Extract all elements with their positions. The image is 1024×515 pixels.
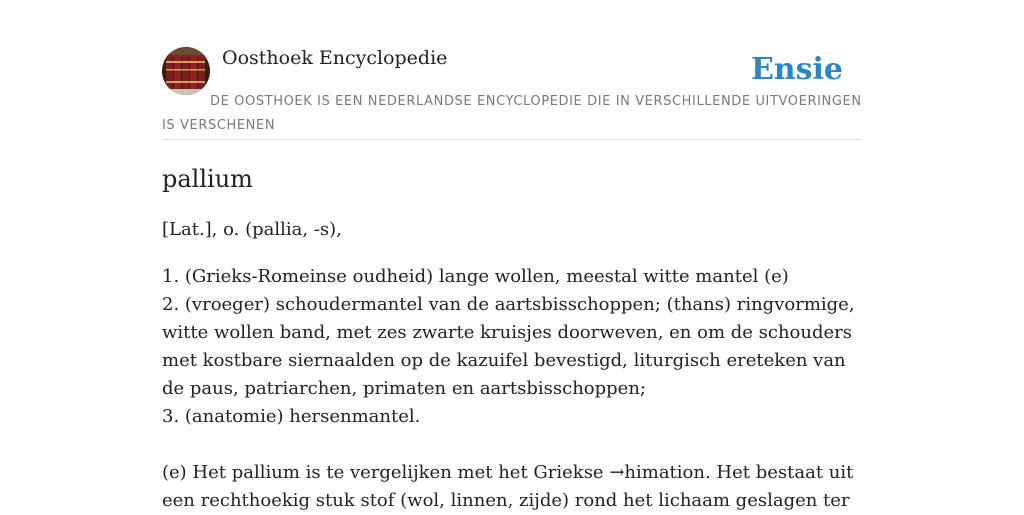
source-title-link[interactable]: Oosthoek Encyclopedie [222, 47, 448, 69]
himation-link-label: himation [624, 462, 705, 483]
brand-logo[interactable]: Ensie [750, 52, 843, 87]
source-description: DE OOSTHOEK IS EEN NEDERLANDSE ENCYCLOPEDIE DIE IN VERSCHILLENDE UITVOERINGEN IS VERSCHENEN [162, 94, 862, 133]
entry-note [162, 459, 862, 515]
source-avatar[interactable] [162, 47, 210, 95]
definition-item: 3. (anatomie) hersenmantel. [162, 406, 421, 427]
entry-definition [162, 263, 862, 515]
entry-term: pallium [162, 165, 253, 193]
encyclopedia-books-icon [162, 47, 210, 95]
header-divider [162, 139, 862, 140]
note-suffix: . Het bestaat uit een rechthoekig stuk stof (wol, linnen, zijde) rond het lichaam geslagen ter [162, 462, 854, 511]
definition-item: 1. (Grieks-Romeinse oudheid) lange wollen, meestal witte mantel (e) [162, 266, 789, 287]
entry-meta: [Lat.], o. (pallia, -s), [162, 219, 342, 240]
page [162, 0, 862, 512]
note-prefix: (e) Het pallium is te vergelijken met het Griekse [162, 462, 610, 483]
himation-link[interactable] [609, 462, 705, 483]
paragraph-spacer [162, 431, 862, 459]
definition-item: 2. (vroeger) schoudermantel van de aartsbisschoppen; (thans) ringvormige, witte wollen band, met zes zwarte kruisjes doorweven, en om de schouders met kostbare siernaalden op de kazuifel bevestigd, liturgisch ereteken van de paus, patriarchen, primaten en aartsbisschoppen; [162, 294, 855, 399]
arrow-right-icon: → [609, 462, 625, 483]
